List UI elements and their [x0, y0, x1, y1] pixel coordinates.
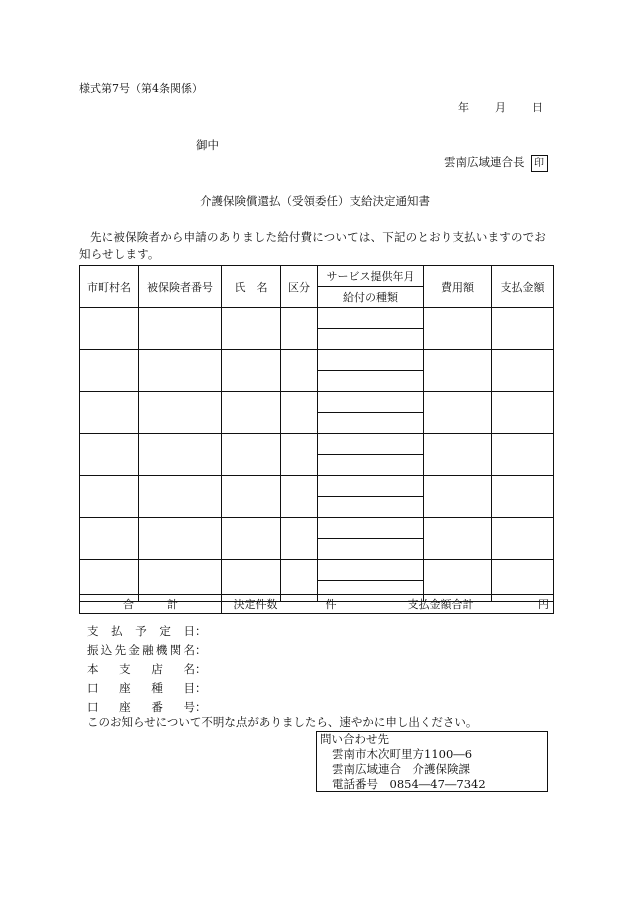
cell-municipality [80, 350, 139, 392]
cell-name [222, 518, 281, 560]
cell-service-month [318, 476, 424, 497]
account-type-label: 口座種目 [87, 681, 195, 695]
account-number-label: 口座番号 [87, 700, 195, 714]
cell-name [222, 392, 281, 434]
table-body [80, 308, 554, 602]
intro-text: 先に被保険者から申請のありました給付費については、下記のとおり支払いますのでお知らせします。 [79, 230, 547, 261]
issuer-name: 雲南広域連合長 [444, 155, 525, 169]
header-municipality: 市町村名 [80, 266, 139, 308]
seal-mark: 印 [531, 155, 548, 172]
payment-total-label: 支払金額合計 [382, 595, 492, 614]
cell-insured-number [139, 392, 222, 434]
scheduled-date-row: 支払予定日： [87, 622, 207, 641]
cell-municipality [80, 308, 139, 350]
date-day: 日 [532, 101, 543, 114]
bank-name-row: 振込先金融機関名： [87, 641, 207, 660]
header-benefit-type: 給付の種類 [318, 287, 424, 308]
cell-name [222, 350, 281, 392]
table-row [80, 350, 554, 371]
date-year: 年 [458, 101, 469, 114]
cell-cost [424, 476, 492, 518]
contact-phone: 電話番号 0854―47―7342 [332, 777, 486, 791]
cell-category [281, 434, 318, 476]
cell-insured-number [139, 518, 222, 560]
total-label: 合 計 [80, 595, 222, 614]
addressee-suffix: 御中 [196, 138, 219, 152]
contact-address: 雲南市木次町里方1100―6 [332, 747, 473, 761]
cell-service-month [318, 518, 424, 539]
cell-cost [424, 308, 492, 350]
cell-benefit-type [318, 497, 424, 518]
cell-benefit-type [318, 455, 424, 476]
cell-insured-number [139, 476, 222, 518]
table-row [80, 392, 554, 413]
branch-row: 本支店名： [87, 660, 207, 679]
cell-municipality [80, 518, 139, 560]
cell-cost [424, 434, 492, 476]
cell-name [222, 434, 281, 476]
cell-payment [492, 434, 554, 476]
header-cost: 費用額 [424, 266, 492, 308]
table-row [80, 518, 554, 539]
cell-name [222, 308, 281, 350]
cell-category [281, 308, 318, 350]
cell-payment [492, 308, 554, 350]
account-number-row: 口座番号： [87, 698, 207, 717]
scheduled-date-label: 支払予定日 [87, 624, 195, 638]
cell-benefit-type [318, 413, 424, 434]
decision-count-label: 決定件数 [222, 595, 282, 614]
header-service-month: サービス提供年月 [318, 266, 424, 287]
count-unit: 件 [318, 595, 382, 614]
document-title: 介護保険償還払（受領委任）支給決定通知書 [200, 194, 430, 208]
date-line [458, 99, 543, 115]
cell-name [222, 476, 281, 518]
notice-text: このお知らせについて不明な点がありましたら、速やかに申し出ください。 [87, 715, 478, 729]
cell-category [281, 476, 318, 518]
date-month: 月 [495, 101, 506, 114]
cell-service-month [318, 392, 424, 413]
header-name: 氏 名 [222, 266, 281, 308]
cell-category [281, 392, 318, 434]
issuer [444, 154, 548, 172]
cell-municipality [80, 434, 139, 476]
header-insured-number: 被保険者番号 [139, 266, 222, 308]
cell-payment [492, 392, 554, 434]
cell-municipality [80, 476, 139, 518]
cell-benefit-type [318, 539, 424, 560]
header-payment: 支払金額 [492, 266, 554, 308]
cell-service-month [318, 350, 424, 371]
cell-service-month [318, 308, 424, 329]
cell-benefit-type [318, 371, 424, 392]
cell-insured-number [139, 434, 222, 476]
table-row [80, 560, 554, 581]
branch-label: 本支店名 [87, 662, 195, 676]
cell-category [281, 518, 318, 560]
form-number: 様式第7号（第4条関係） [79, 82, 203, 95]
table-row [80, 308, 554, 329]
cell-cost [424, 392, 492, 434]
cell-payment [492, 476, 554, 518]
header-category: 区分 [281, 266, 318, 308]
cell-insured-number [139, 308, 222, 350]
bank-name-label: 振込先金融機関名 [87, 643, 195, 657]
cell-cost [424, 518, 492, 560]
table-row [80, 434, 554, 455]
cell-payment [492, 518, 554, 560]
cell-benefit-type [318, 329, 424, 350]
cell-service-month [318, 434, 424, 455]
yen-label: 円 [492, 595, 554, 614]
cell-insured-number [139, 350, 222, 392]
contact-heading: 問い合わせ先 [320, 732, 389, 746]
cell-municipality [80, 392, 139, 434]
table-row [80, 476, 554, 497]
contact-box [316, 731, 548, 792]
cell-cost [424, 350, 492, 392]
contact-department: 雲南広域連合 介護保険課 [332, 762, 470, 776]
totals-row [79, 594, 554, 614]
benefit-table [79, 265, 554, 602]
cell-service-month [318, 560, 424, 581]
cell-payment [492, 350, 554, 392]
payment-info [87, 622, 207, 717]
account-type-row: 口座種目： [87, 679, 207, 698]
cell-category [281, 350, 318, 392]
